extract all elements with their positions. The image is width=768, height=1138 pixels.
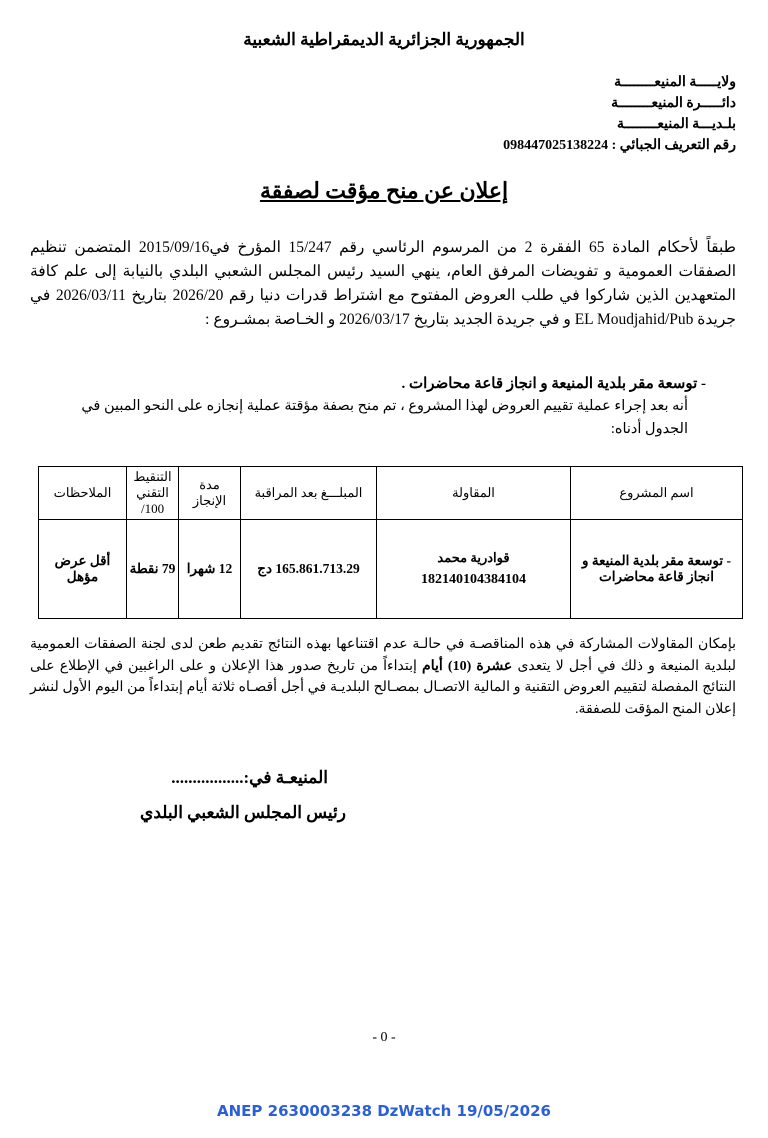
page-number: - 0 - — [372, 1030, 396, 1045]
project-line: - توسعة مقر بلدية المنيعة و انجاز قاعة محاضرات . — [401, 376, 706, 392]
intro-paragraph: طبقاً لأحكام المادة 65 الفقرة 2 من المرسوم الرئاسي رقم 15/247 المؤرخ في2015/09/16 المتضمن تنظيم الصفقات العمومية و تفويضات المرفق العام، ينهي السيد رئيس المجلس الشعبي البلدي بالنيابة إلى علم كافة المتعهدين الذين شاركوا في طلب العروض المفتوح مع اشتراط قدرات دنيا رقم 2026/20 بتاريخ 2026/03/11 في جريدة EL Moudjahid/Pub و في جريدة الجديد بتاريخ 2026/03/17 و الخـاصة بمشـروع : — [30, 239, 736, 328]
tax-id-label: رقم التعريف الجبائي : — [611, 138, 736, 153]
appeal-paragraph — [30, 634, 736, 720]
contractor-name: قوادرية محمد — [437, 550, 510, 565]
appeal-text-part1: بإمكان المقاولات المشاركة في هذه المناقصـة في حالـة عدم اقتناعها بهذه النتائج تقديم طعن لدى لجنة الصفقات العمومية لبلدية المنيعة و ذلك في أجل لا يتعدى — [30, 637, 737, 674]
cell-score: 79 نقطة — [127, 520, 179, 619]
cell-notes: أقل عرض مؤهل — [39, 520, 127, 619]
tax-id-value: 098447025138224 — [503, 138, 609, 153]
results-table — [38, 466, 743, 619]
table-header-row — [39, 467, 743, 520]
wilaya-line: ولايـــــة المنيعــــــــة — [614, 75, 736, 90]
header-amount: المبلـــغ بعد المراقبة — [241, 467, 377, 520]
baladia-line: بلـديـــة المنيعــــــــة — [617, 117, 736, 132]
anep-reference: ANEP 2630003238 DzWatch 19/05/2026 — [217, 1102, 551, 1120]
cell-contractor — [377, 520, 571, 619]
appeal-deadline: عشرة (10) أيام — [422, 658, 513, 674]
announcement-title: إعلان عن منح مؤقت لصفقة — [259, 178, 509, 203]
table-row — [39, 520, 743, 619]
cell-amount: 165.861.713.29 دج — [241, 520, 377, 619]
signature-title: رئيس المجلس الشعبي البلدي — [140, 803, 346, 822]
daira-line: دائـــــرة المنيعــــــــة — [611, 96, 736, 111]
contractor-id: 182140104384104 — [421, 572, 526, 587]
tax-id-line — [316, 135, 736, 156]
header-duration: مدة الإنجاز — [179, 467, 241, 520]
administration-block — [316, 72, 736, 156]
appeal-text-part2: إبتداءاً من تاريخ صدور هذا الإعلان و على الراغبين في الإطلاع على النتائج المفصلة لتقييم العروض التقنية و المالية الاتصـال بمصـالح البلديـة في أجل أقصـاه ثلاثة أيام إبتداءاً من اليوم الأول لنشر إعلان المنح المؤقت للصفقة. — [30, 658, 736, 717]
cell-project: - توسعة مقر بلدية المنيعة و انجاز قاعة محاضرات — [571, 520, 743, 619]
signature-place: المنيعـة في:................. — [171, 768, 328, 787]
cell-duration: 12 شهرا — [179, 520, 241, 619]
republic-heading: الجمهورية الجزائرية الديمقراطية الشعبية — [243, 30, 525, 49]
evaluation-text: أنه بعد إجراء عملية تقييم العروض لهذا المشروع ، تم منح بصفة مؤقتة عملية إنجازه على النحو المبين في الجدول أدناه: — [81, 398, 688, 437]
header-project: اسم المشروع — [571, 467, 743, 520]
header-score: التنقيط التقني 100/ — [127, 467, 179, 520]
header-contractor: المقاولة — [377, 467, 571, 520]
header-notes: الملاحظات — [39, 467, 127, 520]
